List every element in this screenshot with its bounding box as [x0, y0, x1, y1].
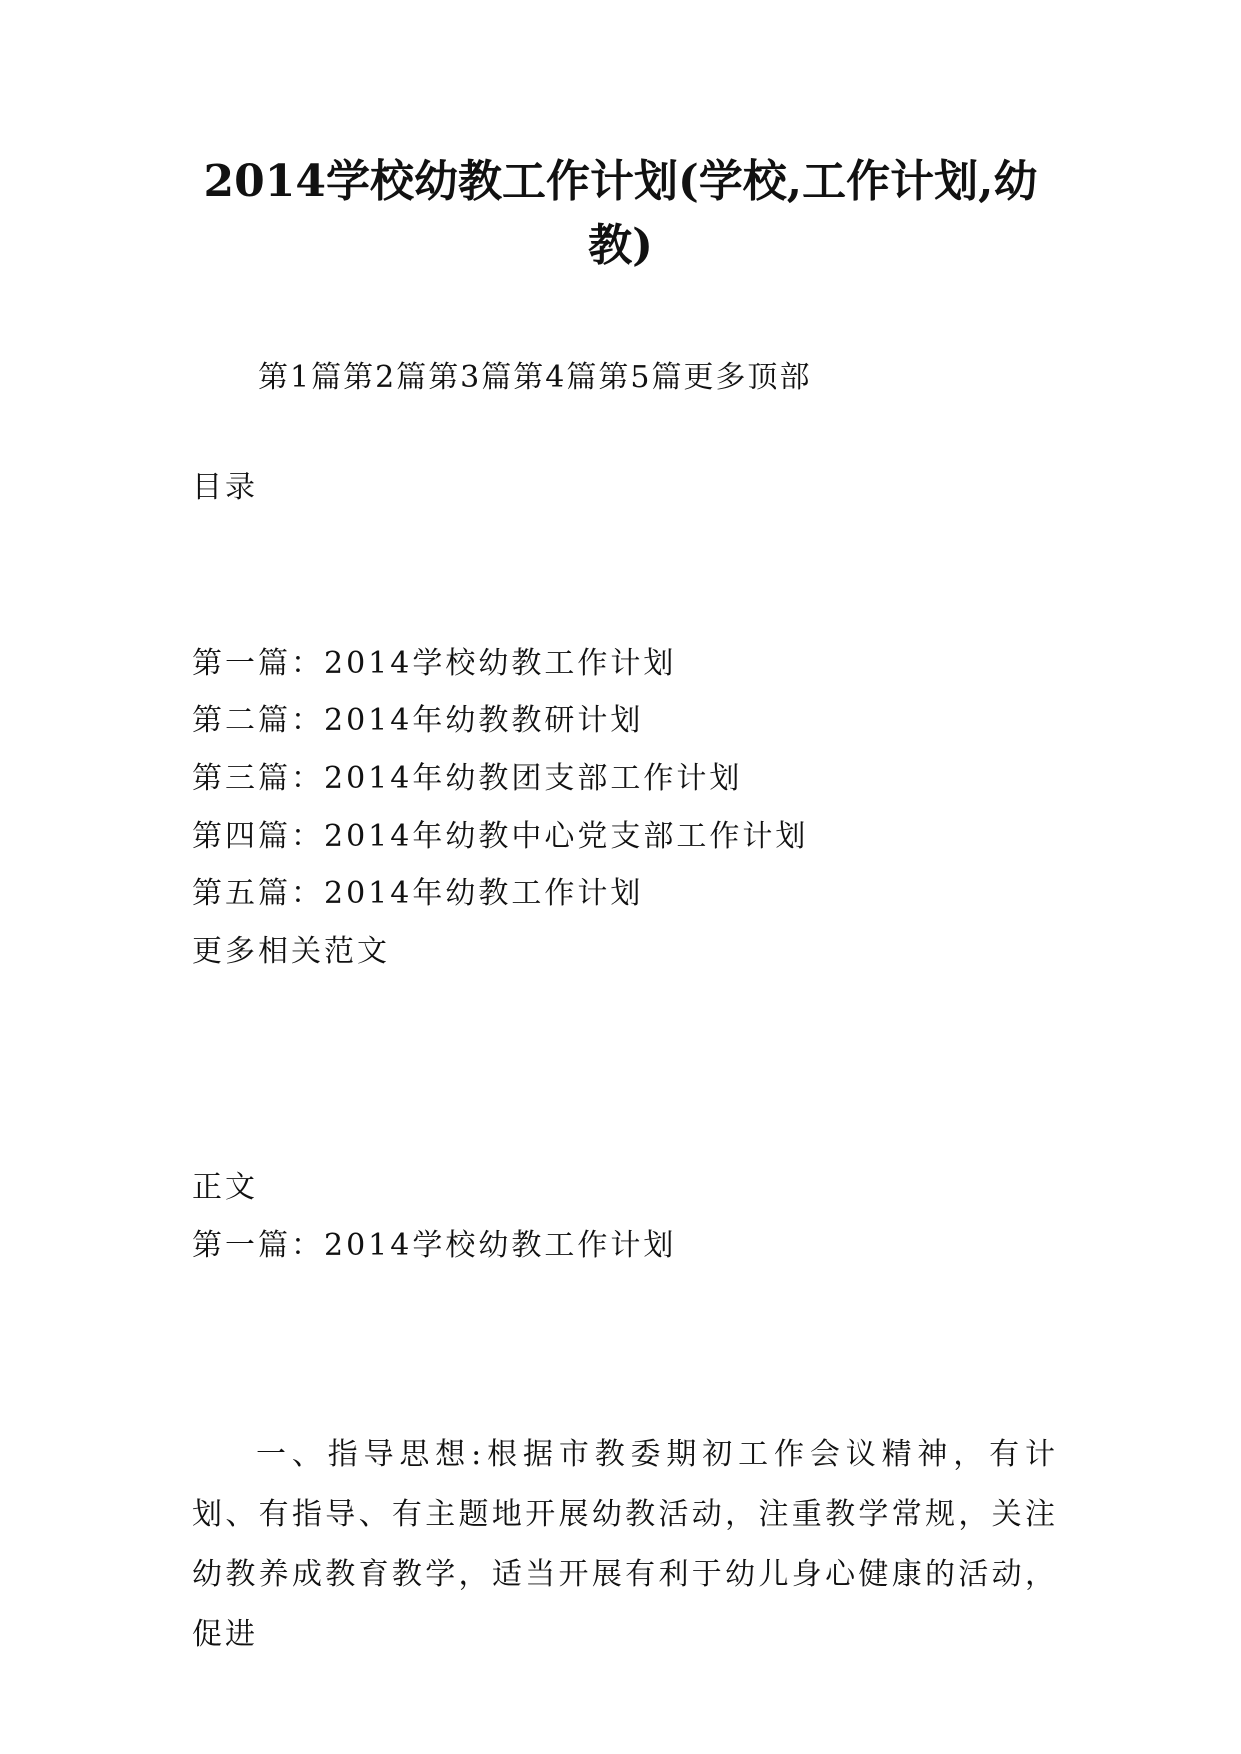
toc-heading: 目录	[192, 470, 258, 505]
toc-item-4[interactable]: 第四篇：2014年幼教中心党支部工作计划	[192, 819, 809, 854]
article-nav	[258, 358, 811, 398]
toc-item-2[interactable]: 第二篇：2014年幼教教研计划	[192, 703, 644, 738]
body-heading: 正文	[192, 1170, 258, 1205]
toc-item-5[interactable]: 第五篇：2014年幼教工作计划	[192, 876, 644, 911]
nav-link-more[interactable]: 更多	[683, 360, 748, 395]
nav-link-article-2[interactable]: 第2篇	[343, 360, 429, 395]
nav-link-article-5[interactable]: 第5篇	[598, 360, 684, 395]
nav-link-top[interactable]: 顶部	[747, 360, 812, 395]
section-heading: 第一篇：2014学校幼教工作计划	[192, 1228, 677, 1263]
toc-item-1[interactable]: 第一篇：2014学校幼教工作计划	[192, 646, 677, 681]
body-paragraph: 一、指导思想:根据市教委期初工作会议精神，有计划、有指导、有主题地开展幼教活动，注重教学常规，关注幼教养成教育教学，适当开展有利于幼儿身心健康的活动，促进	[192, 1437, 1058, 1652]
toc-item-3[interactable]: 第三篇：2014年幼教团支部工作计划	[192, 761, 743, 796]
nav-link-article-4[interactable]: 第4篇	[513, 360, 599, 395]
nav-link-article-1[interactable]: 第1篇	[258, 360, 344, 395]
toc-item-more[interactable]: 更多相关范文	[192, 934, 390, 969]
nav-link-article-3[interactable]: 第3篇	[428, 360, 514, 395]
document-title: 2014学校幼教工作计划(学校,工作计划,幼教)	[203, 156, 1038, 271]
